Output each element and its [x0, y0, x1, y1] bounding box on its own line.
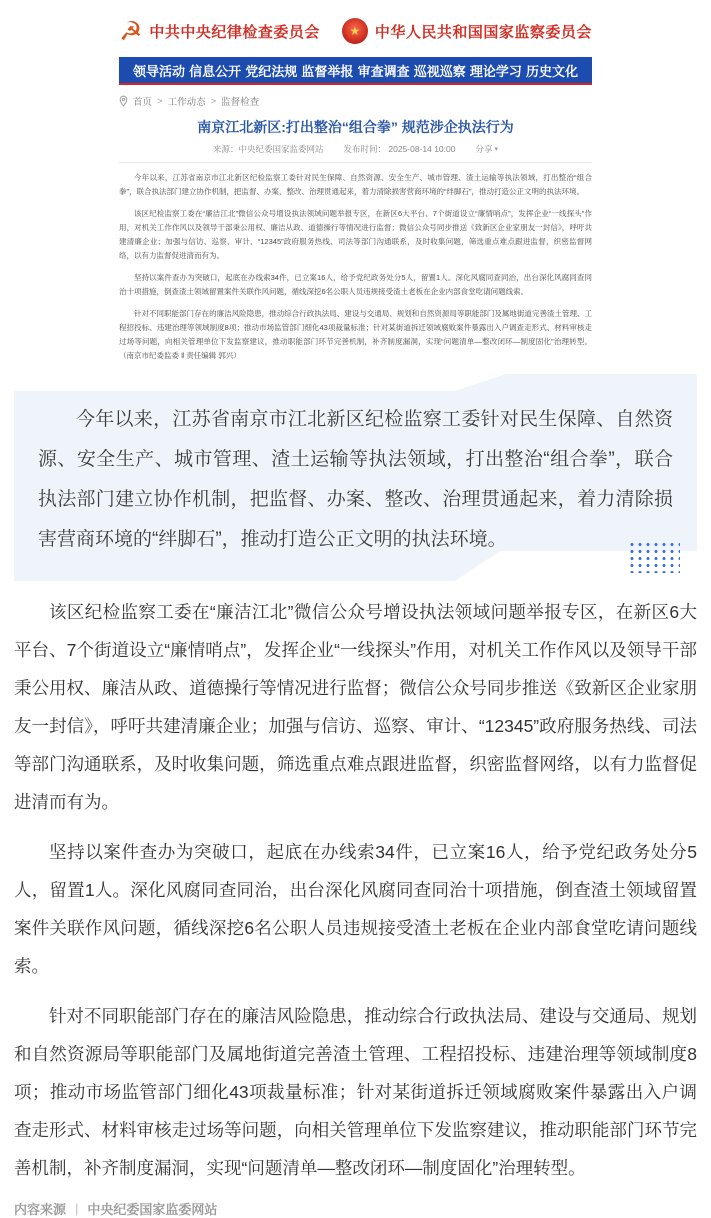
embedded-article-screenshot	[0, 0, 711, 374]
nav-item-party-rules[interactable]: 党纪法规	[245, 63, 298, 79]
nav-item-inspection[interactable]: 巡视巡察	[413, 63, 466, 79]
location-pin-icon	[119, 95, 128, 107]
article-paragraph: 该区纪检监察工委在“廉洁江北”微信公众号增设执法领域问题举报专区，在新区6大平台、7个街道设立“廉情哨点”，发挥企业“一线探头”作用，对机关工作作风以及领导干部秉公用权、廉洁从政、道德操行等情况进行监督；微信公众号同步推送《致新区企业家朋友一封信》，呼吁共建清廉企业；加强与信访、巡察、审计、“12345”政府服务热线、司法等部门沟通联系，及时收集问题，筛选重点难点跟进监督，织密监督网络，以有力监督促进清而有为。	[14, 602, 697, 812]
nav-item-investigation[interactable]: 审查调查	[357, 63, 410, 79]
national-emblem-icon	[342, 18, 368, 44]
meta-publish-time: 发布时间： 2025-08-14 10:00	[343, 144, 456, 154]
breadcrumb-home[interactable]: 首页	[133, 97, 153, 108]
nav-item-report[interactable]: 监督举报	[301, 63, 354, 79]
ccdi-org-name: 中共中央纪律检查委员会	[149, 23, 320, 41]
nav-item-theory-study[interactable]: 理论学习	[469, 63, 522, 79]
meta-divider	[119, 162, 592, 163]
main-nav-bar	[119, 57, 592, 85]
star-icon: ★	[349, 24, 361, 38]
content-source-label: 内容来源	[14, 1202, 67, 1217]
embed-article-credit: （南京市纪委监委 ‖ 责任编辑 郭兴）	[119, 351, 241, 360]
article-paragraph: 针对不同职能部门存在的廉洁风险隐患，推动综合行政执法局、建设与交通局、规划和自然资源局等职能部门及属地街道完善渣土管理、工程招投标、违建治理等领域制度8项；推动市场监管部门细化43项裁量标准；针对某街道拆迁领域腐败案件暴露出入户调查走形式、材料审核走过场等问题，向相关管理单位下发监察建议，推动职能部门环节完善机制，补齐制度漏洞，实现“问题清单—整改闭环—制度固化”治理转型。	[14, 1006, 697, 1178]
meta-source: 来源：中央纪委国家监委网站	[212, 144, 324, 154]
article-meta	[119, 143, 592, 155]
dot-grid-decoration	[626, 539, 680, 573]
highlight-paragraph: 今年以来，江苏省南京市江北新区纪检监察工委针对民生保障、自然资源、安全生产、城市管理、渣土运输等执法领域，打出整治“组合拳”，联合执法部门建立协作机制，把监督、办案、整改、治理贯通起来，着力清除损害营商环境的“绊脚石”，推动打造公正文明的执法环境。	[38, 409, 673, 550]
nav-item-info-disclosure[interactable]: 信息公开	[189, 63, 242, 79]
ccdi-logo[interactable]	[119, 18, 320, 44]
content-source-footer	[14, 1199, 697, 1218]
party-emblem-icon: ☭	[119, 16, 143, 46]
caret-down-icon: ▾	[494, 146, 499, 153]
share-label: 分享	[475, 144, 493, 154]
breadcrumb-separator: >	[210, 95, 217, 107]
embedded-article-body	[119, 171, 592, 363]
article-title: 南京江北新区:打出整治“组合拳” 规范涉企执法行为	[197, 119, 514, 135]
breadcrumb-work-news[interactable]: 工作动态	[167, 97, 206, 108]
source-separator: |	[75, 1201, 79, 1216]
embed-paragraph	[119, 307, 592, 363]
nav-item-leadership[interactable]: 领导活动	[133, 63, 186, 79]
embed-paragraph-text: 针对不同职能部门存在的廉洁风险隐患，推动综合行政执法局、建设与交通局、规划和自然资源局等职能部门及属地街道完善渣土管理、工程招投标、违建治理等领域制度8项；推动市场监管部门细化43项裁量标准；针对某街道拆迁领域腐败案件暴露出入户调查走形式、材料审核走过场等问题，向相关管理单位下发监察建议，推动职能部门环节完善机制，补齐制度漏洞，实现“问题清单—整改闭环—制度固化”治理转型。	[119, 309, 592, 346]
highlight-quote-box	[14, 374, 697, 581]
breadcrumb-separator: >	[157, 95, 163, 107]
share-button[interactable]	[475, 143, 498, 155]
source-name: 中央纪委国家监委网站	[87, 1202, 218, 1217]
nsc-logo[interactable]	[342, 18, 592, 44]
embed-paragraph: 该区纪检监察工委在“廉洁江北”微信公众号增设执法领域问题举报专区，在新区6大平台、7个街道设立“廉情哨点”，发挥企业“一线探头”作用，对机关工作作风以及领导干部秉公用权、廉洁从政、道德操行等情况进行监督；微信公众号同步推送《致新区企业家朋友一封信》，呼吁共建清廉企业；加强与信访、巡察、审计、“12345”政府服务热线、司法等部门沟通联系，及时收集问题，筛选重点难点跟进监督，织密监督网络，以有力监督促进清而有为。	[119, 209, 592, 260]
article-body	[14, 593, 697, 1187]
embed-paragraph: 今年以来，江苏省南京市江北新区纪检监察工委针对民生保障、自然资源、安全生产、城市管理、渣土运输等执法领域，打出整治“组合拳”，联合执法部门建立协作机制，把监督、办案、整改、治理贯通起来，着力清除损害营商环境的“绊脚石”，推动打造公正文明的执法环境。	[119, 173, 592, 196]
site-header	[119, 10, 592, 52]
breadcrumb	[119, 94, 592, 108]
nsc-org-name: 中华人民共和国国家监察委员会	[374, 23, 592, 41]
embed-paragraph: 坚持以案件查办为突破口，起底在办线索34件，已立案16人，给予党纪政务处分5人，留置1人。深化风腐同查同治，出台深化风腐同查同治十项措施，倒查渣土领域留置案件关联作风问题，循线深挖6名公职人员违规接受渣土老板在企业内部食堂吃请问题线索。	[119, 273, 592, 296]
article-paragraph: 坚持以案件查办为突破口，起底在办线索34件，已立案16人，给予党纪政务处分5人，留置1人。深化风腐同查同治，出台深化风腐同查同治十项措施，倒查渣土领域留置案件关联作风问题，循线深挖6名公职人员违规接受渣土老板在企业内部食堂吃请问题线索。	[14, 842, 697, 976]
nav-item-history-culture[interactable]: 历史文化	[525, 63, 578, 79]
breadcrumb-supervision-check[interactable]: 监督检查	[221, 97, 260, 108]
